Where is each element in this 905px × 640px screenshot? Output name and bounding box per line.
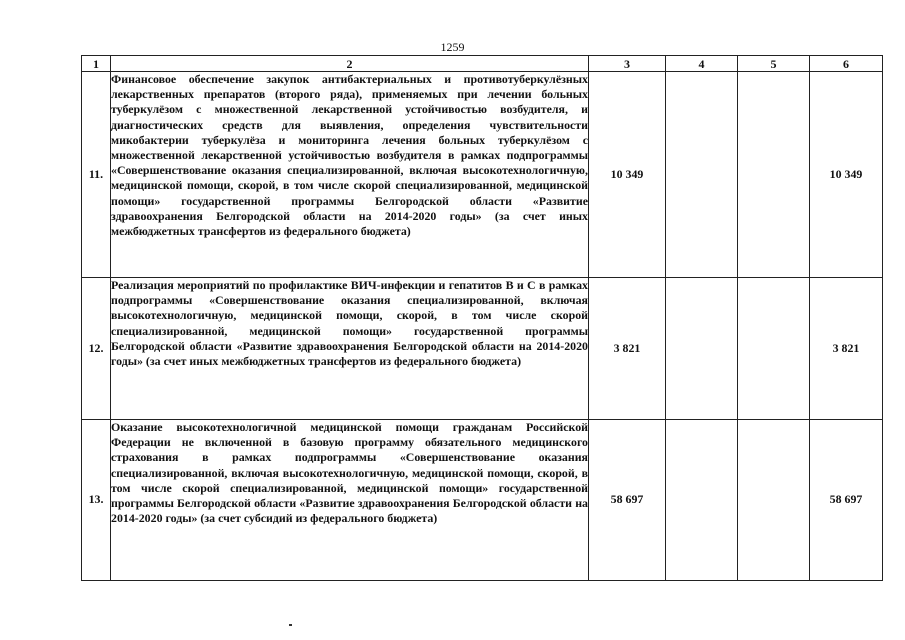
row-value-col5 [738, 72, 810, 278]
row-value-col4 [666, 72, 738, 278]
row-value-col4 [666, 420, 738, 581]
row-value-col6: 10 349 [810, 72, 883, 278]
row-value-col3: 58 697 [589, 420, 666, 581]
row-value-col6: 3 821 [810, 278, 883, 420]
row-value-col6: 58 697 [810, 420, 883, 581]
table-row [82, 420, 883, 581]
row-description: Финансовое обеспечение закупок антибактериальных и противотуберкулёзных лекарственных препаратов (второго ряда), применяемых при лечении больных туберкулёзом с множественной лекарственной устойчивостью возбудителя, и диагностических средств для выявления, определения чувствительности микобактерии туберкулёза и мониторинга лечения больных туберкулёзом с множественной лекарственной устойчивостью возбудителя в рамках подпрограммы «Совершенствование оказания специализированной, включая высокотехнологичную, медицинской помощи, скорой, в том числе скорой специализированной, медицинской помощи» государственной программы Белгородской области «Развитие здравоохранения Белгородской области на 2014-2020 годы» (за счет иных межбюджетных трансфертов из федерального бюджета) [111, 72, 589, 278]
table-header-row [82, 56, 883, 72]
column-header: 5 [738, 56, 810, 72]
row-description: Реализация мероприятий по профилактике ВИЧ-инфекции и гепатитов В и С в рамках подпрограммы «Совершенствование оказания специализированной, включая высокотехнологичную, медицинской помощи, скорой, в том числе скорой специализированной, медицинской помощи» государственной программы Белгородской области «Развитие здравоохранения Белгородской области на 2014-2020 годы» (за счет иных межбюджетных трансфертов из федерального бюджета) [111, 278, 589, 420]
row-description: Оказание высокотехнологичной медицинской помощи гражданам Российской Федерации не включенной в базовую программу обязательного медицинского страхования в рамках подпрограммы «Совершенствование оказания специализированной, включая высокотехнологичную, медицинской помощи, скорой, в том числе скорой специализированной, медицинской помощи» государственной программы Белгородской области «Развитие здравоохранения Белгородской области на 2014-2020 годы» (за счет субсидий из федерального бюджета) [111, 420, 589, 581]
table-row [82, 278, 883, 420]
column-header: 3 [589, 56, 666, 72]
row-number: 12. [82, 278, 111, 420]
column-header: 2 [111, 56, 589, 72]
table-row [82, 72, 883, 278]
row-value-col5 [738, 278, 810, 420]
row-number: 11. [82, 72, 111, 278]
column-header: 1 [82, 56, 111, 72]
budget-table [81, 55, 883, 581]
column-header: 4 [666, 56, 738, 72]
row-value-col3: 10 349 [589, 72, 666, 278]
row-value-col4 [666, 278, 738, 420]
page-number: 1259 [440, 40, 465, 54]
row-value-col3: 3 821 [589, 278, 666, 420]
row-number: 13. [82, 420, 111, 581]
column-header: 6 [810, 56, 883, 72]
row-value-col5 [738, 420, 810, 581]
scan-speck [289, 624, 292, 626]
